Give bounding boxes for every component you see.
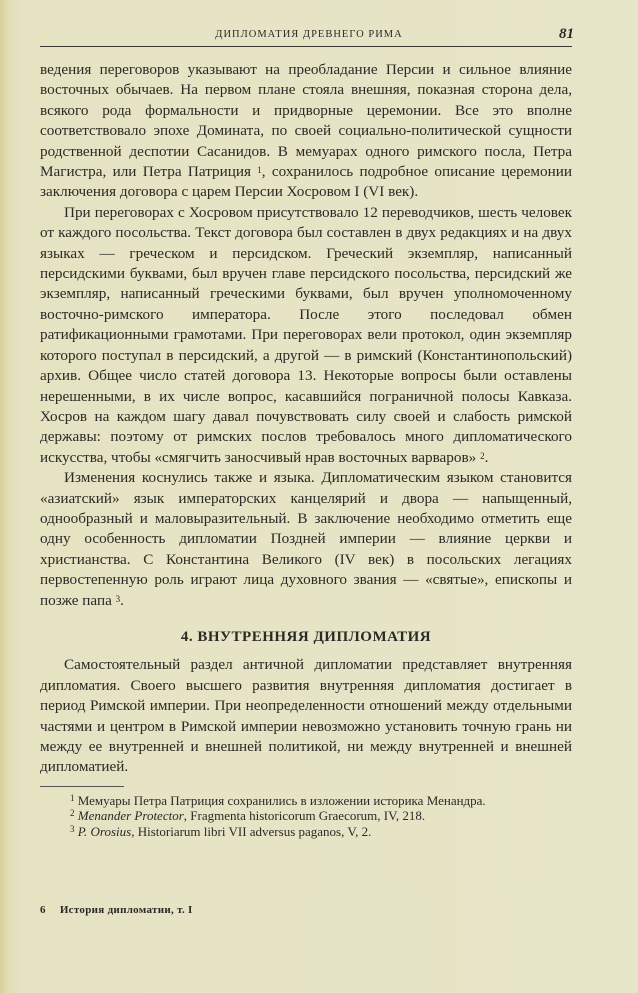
paragraph-text: При переговорах с Хосровом присутствовало 12 переводчиков, шесть человек от каждого посольства. Текст договора был составлен в двух редакциях и на двух языках — греческом и персидском. Греческий экземпляр, написанный персидскими буквами, был вручен главе персидского посольства, персидский же экземпляр, написанный греческими буквами, был вручен уполномоченному восточно-римского императора. После этого последовал обмен ратификационными грамотами. При переговорах вели протокол, один экземпляр которого поступал в персидский, а другой — в римский (Константинопольский) архив. Общее число статей договора 13. Некоторые вопросы были оставлены нерешенными, в их числе вопрос, касавшийся пограничной полосы Кавказа. Хосров на каждом шагу давал почувствовать силу своей и слабость римской державы: поэтому от римских послов требовалось много дипломатического искусства, чтобы «смягчить заносчивый нрав восточных варваров» — [40, 203, 572, 466]
footnote-text: Мемуары Петра Патриция сохранились в изложении историка Менандра. — [77, 792, 486, 808]
printer-signature — [40, 904, 207, 916]
paragraph-tail: . — [484, 448, 489, 466]
sheet-number: 6 — [40, 904, 46, 916]
footnote-1 — [40, 793, 572, 809]
footnote-number: 1 — [70, 792, 75, 803]
footnote-author: Menander Protector — [77, 808, 184, 824]
page-number: 81 — [559, 26, 574, 42]
paragraph-2 — [40, 203, 572, 468]
signature-text: История дипломатии, т. I — [59, 904, 193, 916]
header-rule — [40, 46, 572, 47]
footnote-ref-1[interactable]: 1 — [257, 165, 262, 176]
paragraph-text: ведения переговоров указывают на преобладание Персии и сильное влияние восточных обычаев. На первом плане стояла внешняя, показная сторона дела, всякого рода формальности и придворные церемонии. Все это вполне соответствовало эпохе Домината, по своей социально-политической сущности родственной деспотии Сасанидов. В мемуарах одного римского посла, Петра Магистра, или Петра Патриция — [40, 61, 572, 181]
paragraph-tail: , сохранилось подробное описание церемонии заключения договора с царем Персии Хосровом I (VI век). — [40, 163, 572, 201]
footnote-author: P. Orosius — [77, 823, 132, 839]
footnote-text: , Historiarum libri VII adversus paganos, V, 2. — [131, 823, 372, 839]
footnote-ref-3[interactable]: 3 — [115, 593, 121, 604]
section-heading: 4. ВНУТРЕННЯЯ ДИПЛОМАТИЯ — [180, 628, 432, 645]
footnote-2 — [40, 808, 572, 824]
section-paragraph: Самостоятельный раздел античной дипломатии представляет внутренняя дипломатия. Своего высшего развития внутренняя дипломатия достигает в период Римской империи. При неопределенности отношений между отдельными частями и центром в Римской империи невозможно установить точную грань ни между ее внутренней и внешней политикой, ни между внутренней и внешней дипломатией. — [40, 656, 572, 776]
footnote-3 — [40, 824, 572, 840]
footnote-ref-2[interactable]: 2 — [480, 450, 485, 461]
footnotes — [40, 793, 572, 840]
footnote-rule — [40, 786, 124, 787]
paragraph-tail: . — [120, 591, 124, 609]
body-text — [40, 60, 572, 839]
footnote-number: 3 — [70, 823, 75, 834]
paragraph-1 — [40, 60, 572, 203]
running-head — [40, 26, 578, 46]
paragraph-3 — [40, 468, 572, 611]
footnote-text: , Fragmenta historicorum Graecorum, IV, 218. — [183, 808, 426, 824]
footnote-number: 2 — [70, 808, 75, 819]
running-title: ДИПЛОМАТИЯ ДРЕВНЕГО РИМА — [215, 29, 403, 40]
paragraph-text: Изменения коснулись также и языка. Дипломатическим языком становится «азиатский» язык императорских канцелярий и двора — напыщенный, однообразный и маловыразительный. В заключение необходимо отметить еще одну особенность дипломатии Поздней империи — влияние церкви и христианства. С Константина Великого (IV век) в посольских легациях первостепенную роль играют лица духовного звания — «святые», епископы и позже папа — [40, 469, 572, 609]
